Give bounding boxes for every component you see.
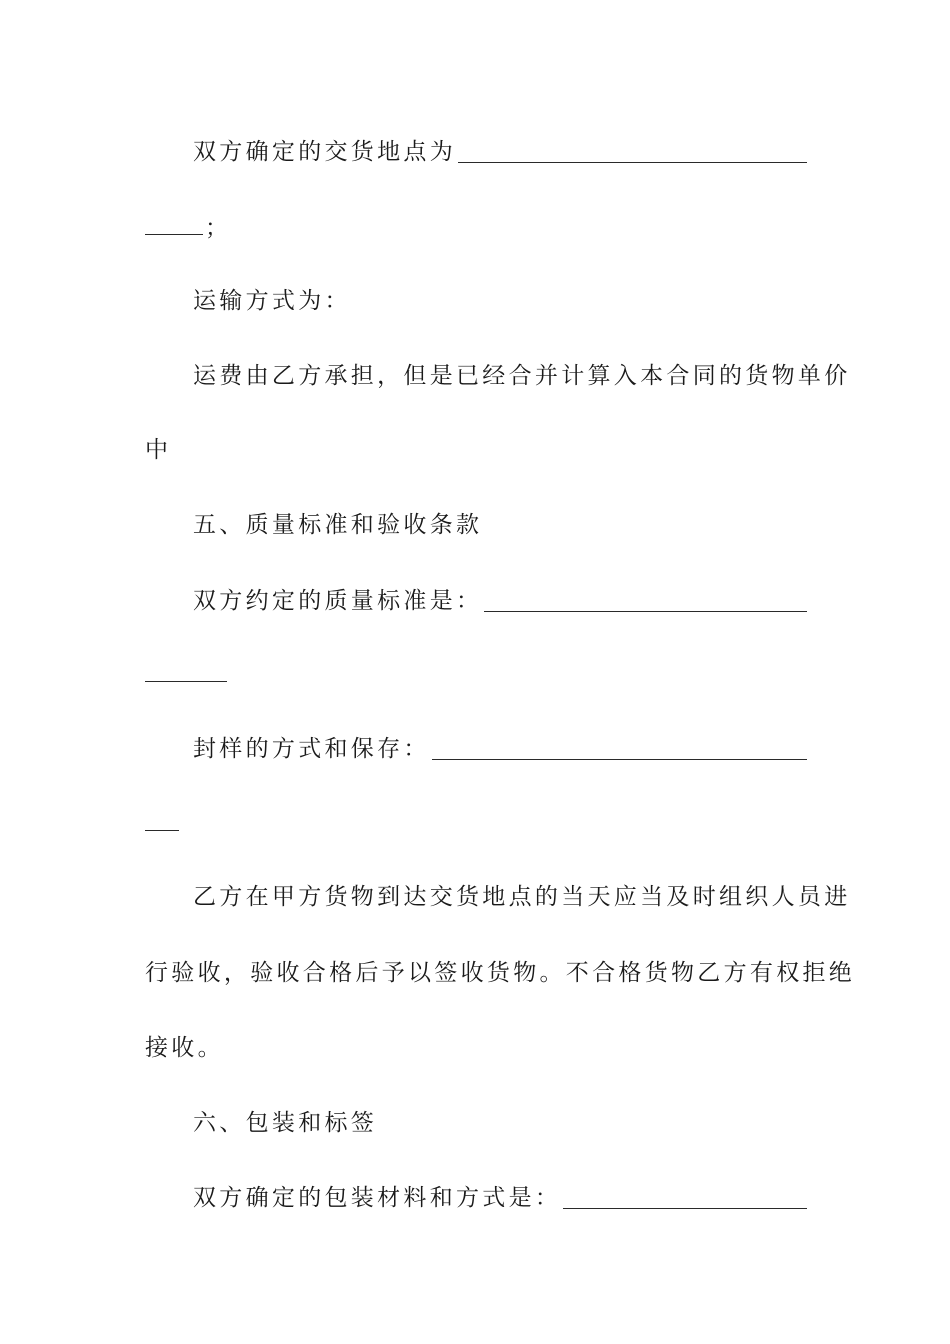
- freight-line-1: [145, 358, 851, 394]
- acceptance-text-3: 接收。: [145, 1035, 224, 1061]
- sealing-blank: [432, 735, 807, 760]
- quality-standard-blank: [484, 587, 807, 612]
- quality-standard-line: [145, 583, 807, 619]
- acceptance-line-1: [145, 879, 851, 915]
- delivery-place-line: [145, 134, 807, 170]
- delivery-place-end: ；: [205, 215, 232, 241]
- freight-line-2: [145, 432, 807, 468]
- packing-line: [145, 1180, 807, 1216]
- freight-text-1: 运费由乙方承担，但是已经合并计算入本合同的货物单价: [193, 363, 851, 389]
- delivery-place-continuation: [145, 210, 807, 246]
- freight-text-2: 中: [145, 437, 172, 463]
- delivery-place-blank-continued: [145, 210, 203, 235]
- acceptance-line-2: [145, 955, 856, 991]
- packing-blank: [563, 1184, 807, 1209]
- section-6-heading: [145, 1105, 807, 1141]
- sealing-line: [145, 731, 807, 767]
- quality-standard-continuation: [145, 657, 807, 693]
- sealing-text: 封样的方式和保存：: [193, 736, 430, 762]
- delivery-place-blank: [458, 138, 807, 163]
- acceptance-text-2: 行验收，验收合格后予以签收货物。不合格货物乙方有权拒绝: [145, 960, 856, 986]
- quality-standard-text: 双方约定的质量标准是：: [193, 588, 483, 614]
- transport-line: [145, 283, 807, 319]
- section-6-text: 六、包装和标签: [193, 1110, 378, 1136]
- acceptance-text-1: 乙方在甲方货物到达交货地点的当天应当及时组织人员进: [193, 884, 851, 910]
- transport-text: 运输方式为：: [193, 288, 351, 314]
- section-5-text: 五、质量标准和验收条款: [193, 512, 483, 538]
- delivery-place-text: 双方确定的交货地点为: [193, 139, 456, 165]
- sealing-blank-continued: [145, 806, 179, 831]
- quality-standard-blank-continued: [145, 657, 227, 682]
- packing-text: 双方确定的包装材料和方式是：: [193, 1185, 562, 1211]
- section-5-heading: [145, 507, 807, 543]
- acceptance-line-3: [145, 1030, 807, 1066]
- sealing-continuation: [145, 806, 807, 842]
